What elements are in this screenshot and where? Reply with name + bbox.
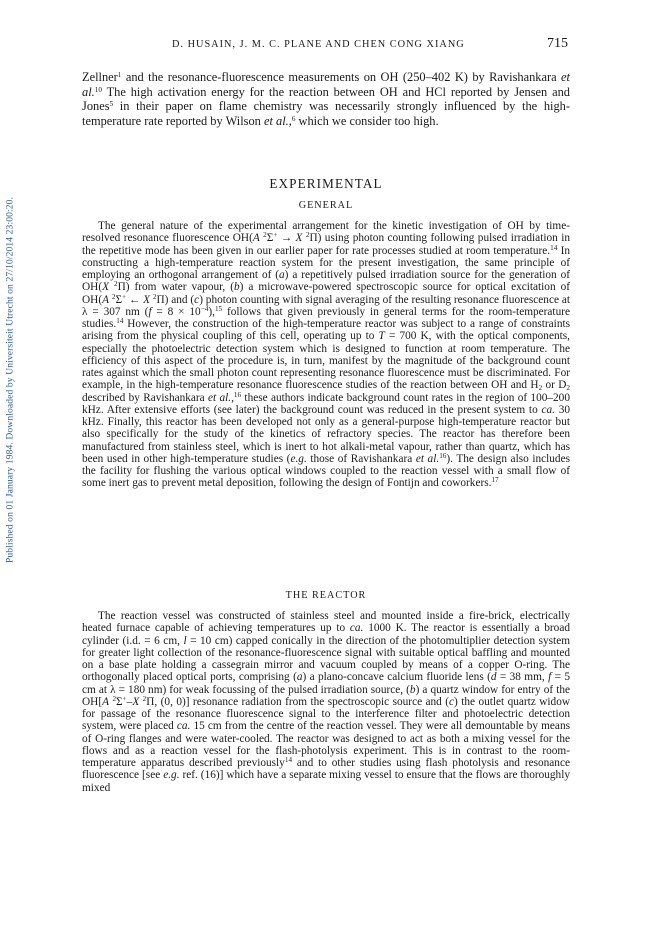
intro-paragraph: Zellner$^1$ and the resonance-fluorescence measurements on OH (250–402 K) by Ravishankara et al.$^{10}$ The high activation energy for the reaction between OH and HCl reported by Jensen and Jones$^5$ in their paper on flame chemistry was necessarily strongly influenced by the high-temperature rate reported by Wilson et al.,$^6$ which we consider too high. xyxy=(82,70,570,129)
general-paragraph: The general nature of the experimental arrangement for the kinetic investigation of OH by time-resolved resonance fluorescence OH(A $^2$Σ+ → X $^2$Π) using photon counting following pulsed irradiation in the repetitive mode has been given in our earlier paper for rate processes studied at room temperature.$^{14}$ In constructing a high-temperature reaction system for the present investigation, the same principle of employing an orthogonal arrangement of (a) a repetitively pulsed irradiation source for the generation of OH(X $^2$Π) from water vapour, (b) a microwave-powered spectroscopic source for optical excitation of OH(A $^2$Σ+ ← X $^2$Π) and (c) photon counting with signal averaging of the resulting resonance fluorescence at λ = 307 nm $(f = 8 \times 10^{-4}),^{15}$ follows that given previously in general terms for the room-temperature studies.$^{14}$ However, the construction of the high-temperature reactor was subject to a range of constraints arising from the physical coupling of this cell, operating up to T = 700 K, with the optical components, especially the photoelectric detection system which is designed to function at room temperature. The efficiency of this aspect of the procedure is, in turn, manifest by the magnitude of the background count rates against which the small photon count representing resonance fluorescence must be discriminated. For example, in the high-temperature resonance fluorescence studies of the reaction between OH and $H_2$ or $D_2$ described by Ravishankara et al.,$^{16}$ these authors indicate background count rates in the region of 100–200 kHz. After extensive efforts (see later) the background count was reduced in the present system to ca. 30 kHz. Finally, this reactor has been developed not only as a general-purpose high-temperature reactor but also specifically for the study of the kinetics of refractory species. The reactor has therefore been manufactured from stainless steel, which is inert to hot alkali-metal vapour, rather than quartz, which has been used in other high-temperature studies (e.g. those of Ravishankara et al.$^{16}$). The design also includes the facility for flushing the various optical windows coupled to the reaction vessel with a small flow of some inert gas to prevent metal deposition, following the design of Fontijn and coworkers.$^{17}$ xyxy=(82,220,571,490)
download-watermark xyxy=(0,0,20,935)
running-head xyxy=(82,36,568,54)
reactor-paragraph: The reaction vessel was constructed of stainless steel and mounted inside a fire-brick, electrically heated furnace capable of achieving temperatures up to ca. 1000 K. The reactor is essentially a broad cylinder (i.d. = 6 cm, l = 10 cm) capped conically in the direction of the photomultiplier detection system for greater light collection of the resonance-fluorescence signal with suitable optical baffling and mounted on a base plate holding a cassegrain mirror and vacuum coupled by means of a copper O-ring. The orthogonally placed optical ports, comprising (a) a plano-concave calcium fluoride lens (d = 38 mm, f = 5 cm at λ = 180 nm) for weak focussing of the pulsed irradiation source, (b) a quartz window for entry of the OH[A $^2$Σ+–X $^2$Π, (0, 0)] resonance radiation from the spectroscopic source and (c) the outlet quartz widow for passage of the resonance fluorescence signal to the interference filter and photoelectric detection system, were placed ca. 15 cm from the centre of the reaction vessel. They were all demountable by means of O-ring flanges and were water-cooled. The reactor was designed to act as both a mixing vessel for the flows and as a reaction vessel for the flash-photolysis experiment. This is in contrast to the room-temperature apparatus described previously$^{14}$ and to other studies using flash photolysis and resonance fluorescence [see e.g. ref. (16)] which have a separate mixing vessel to ensure that the flows are thoroughly mixed xyxy=(82,610,570,794)
subsection-heading-reactor: THE REACTOR xyxy=(285,590,367,601)
running-head-authors: D. HUSAIN, J. M. C. PLANE AND CHEN CONG XIANG xyxy=(172,39,465,50)
download-notice: Published on 01 January 1984. Downloaded by Universiteit Utrecht on 27/10/2014 23:00:20. xyxy=(4,196,16,564)
subsection-heading-general: GENERAL xyxy=(298,200,354,211)
section-heading-experimental: EXPERIMENTAL xyxy=(269,176,383,191)
page-number: 715 xyxy=(547,36,568,51)
